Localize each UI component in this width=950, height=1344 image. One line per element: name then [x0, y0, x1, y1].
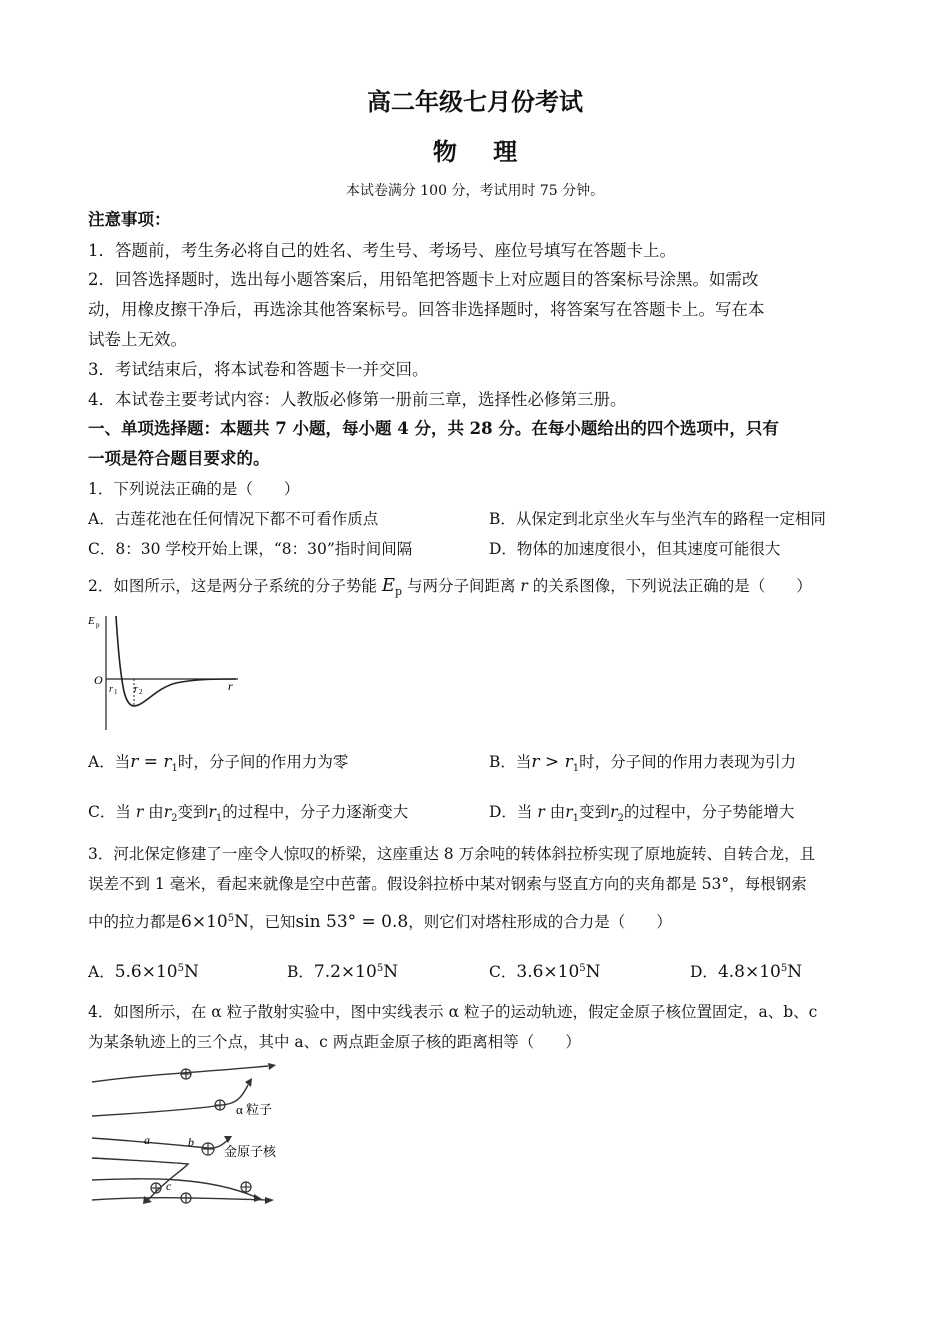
graph-r2: r [134, 684, 138, 695]
q1-stem: 1．下列说法正确的是（ ） [88, 480, 300, 498]
point-a: a [144, 1133, 150, 1147]
point-c: c [166, 1179, 172, 1193]
q2-option-b: B．当$r > r_1$时，分子间的作用力表现为引力 [489, 752, 797, 775]
q3-option-b: B．$7.2\times 10^5N$ [287, 962, 399, 982]
q4-line1: 4．如图所示，在 α 粒子散射实验中，图中实线表示 α 粒子的运动轨迹，假定金原子核位置固定，a、b、c [88, 1003, 818, 1021]
q3-line1: 3．河北保定修建了一座令人惊叹的桥梁，这座重达 8 万余吨的转体斜拉桥实现了原地旋转、自转合龙，且 [88, 845, 816, 863]
q3-option-c: C．$3.6\times 10^5N$ [489, 962, 601, 982]
graph-xlabel: r [228, 679, 233, 693]
note-2a: 2．回答选择题时，选出每小题答案后，用铅笔把答题卡上对应题目的答案标号涂黑。如需改 [88, 270, 759, 289]
section1-line1: 一、单项选择题：本题共 7 小题，每小题 4 分，共 28 分。在每小题给出的四个选项中，只有 [88, 419, 779, 438]
notes-heading: 注意事项： [88, 210, 171, 229]
alpha-label: α 粒子 [236, 1102, 273, 1117]
q1-option-b: B．从保定到北京坐火车与坐汽车的路程一定相同 [489, 510, 826, 528]
q1-option-d: D．物体的加速度很小，但其速度可能很大 [489, 540, 781, 558]
potential-energy-graph [86, 608, 246, 734]
q2-option-c: C．当 r 由$r_2$变到$r_1$的过程中，分子力逐渐变大 [88, 803, 409, 825]
q2-stem: 2．如图所示，这是两分子系统的分子势能 $E_p$ 与两分子间距离 r 的关系图像，下列说法正确的是（ ） [88, 575, 812, 599]
q3-option-a: A．$5.6\times 10^5N$ [88, 962, 199, 982]
q1-option-c: C．8：30 学校开始上课，“8：30”指时间间隔 [88, 540, 413, 558]
alpha-scattering-figure [88, 1060, 298, 1210]
note-3: 3．考试结束后，将本试卷和答题卡一并交回。 [88, 360, 429, 379]
graph-r1: r [109, 684, 113, 695]
note-2c: 试卷上无效。 [88, 330, 187, 349]
exam-title: 高二年级七月份考试 [367, 87, 583, 116]
q3-option-d: D．$4.8\times 10^5N$ [690, 962, 803, 982]
graph-origin: O [94, 673, 103, 687]
svg-text:p: p [96, 621, 100, 629]
note-1: 1．答题前，考生务必将自己的姓名、考生号、考场号、座位号填写在答题卡上。 [88, 241, 676, 260]
q2-option-a: A．当$r = r_1$时，分子间的作用力为零 [88, 752, 349, 775]
q3-line3: 中的拉力都是$6\times 10^5N$，已知sin 53° = 0.8，则它们对塔柱形成的合力是（ ） [88, 912, 672, 932]
section1-line2: 一项是符合题目要求的。 [88, 449, 270, 468]
note-4: 4．本试卷主要考试内容：人教版必修第一册前三章，选择性必修第三册。 [88, 390, 627, 409]
q1-option-a: A．古莲花池在任何情况下都不可看作质点 [88, 510, 379, 528]
subject-title: 物 理 [432, 137, 532, 166]
svg-text:1: 1 [114, 688, 118, 696]
q4-line2: 为某条轨迹上的三个点，其中 a、c 两点距金原子核的距离相等（ ） [88, 1033, 581, 1051]
point-b: b [188, 1135, 194, 1149]
nucleus-label: 金原子核 [224, 1144, 277, 1159]
q3-line2: 误差不到 1 毫米，看起来就像是空中芭蕾。假设斜拉桥中某对钢索与竖直方向的夹角都是 53°，每根钢索 [88, 875, 807, 893]
graph-ylabel: E [88, 615, 95, 627]
q2-option-d: D．当 r 由$r_1$变到$r_2$的过程中，分子势能增大 [489, 803, 795, 825]
note-2b: 动，用橡皮擦干净后，再选涂其他答案标号。回答非选择题时，将答案写在答题卡上。写在本 [88, 300, 765, 319]
exam-info: 本试卷满分 100 分，考试用时 75 分钟。 [345, 183, 605, 199]
svg-text:2: 2 [139, 688, 143, 696]
